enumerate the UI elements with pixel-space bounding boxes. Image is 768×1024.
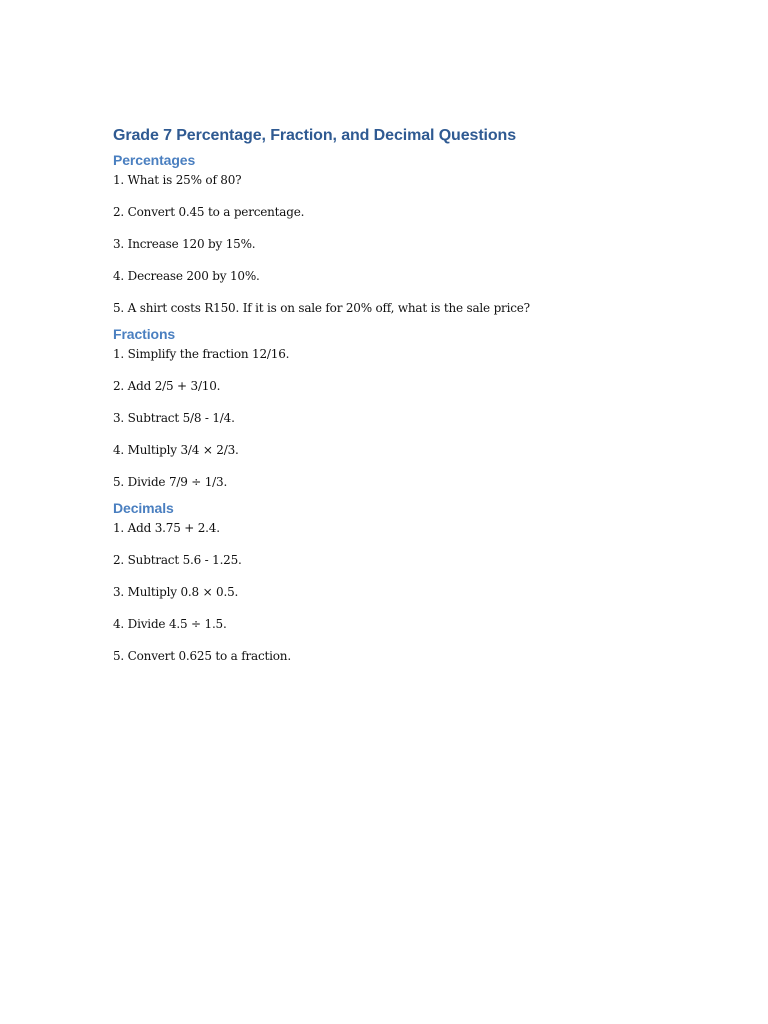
question-item: 4. Divide 4.5 ÷ 1.5. xyxy=(113,617,227,631)
section-decimals xyxy=(113,496,673,670)
section-heading-percentages: Percentages xyxy=(113,152,196,168)
question-item: 2. Subtract 5.6 - 1.25. xyxy=(113,553,242,567)
question-item: 1. What is 25% of 80? xyxy=(113,173,242,187)
section-fractions xyxy=(113,322,673,496)
question-item: 1. Simplify the fraction 12/16. xyxy=(113,347,290,361)
question-item: 5. A shirt costs R150. If it is on sale for 20% off, what is the sale price? xyxy=(113,301,530,315)
section-percentages xyxy=(113,148,673,322)
section-heading-decimals: Decimals xyxy=(113,500,174,516)
question-item: 5. Divide 7/9 ÷ 1/3. xyxy=(113,475,228,489)
question-item: 5. Convert 0.625 to a fraction. xyxy=(113,649,291,663)
question-item: 3. Increase 120 by 15%. xyxy=(113,237,256,251)
document-page xyxy=(113,124,673,670)
question-item: 4. Decrease 200 by 10%. xyxy=(113,269,260,283)
question-item: 1. Add 3.75 + 2.4. xyxy=(113,521,220,535)
question-item: 2. Add 2/5 + 3/10. xyxy=(113,379,221,393)
section-heading-fractions: Fractions xyxy=(113,326,176,342)
question-item: 3. Subtract 5/8 - 1/4. xyxy=(113,411,235,425)
question-item: 2. Convert 0.45 to a percentage. xyxy=(113,205,305,219)
question-item: 3. Multiply 0.8 × 0.5. xyxy=(113,585,239,599)
question-item: 4. Multiply 3/4 × 2/3. xyxy=(113,443,239,457)
document-title: Grade 7 Percentage, Fraction, and Decimal Questions xyxy=(113,127,517,144)
